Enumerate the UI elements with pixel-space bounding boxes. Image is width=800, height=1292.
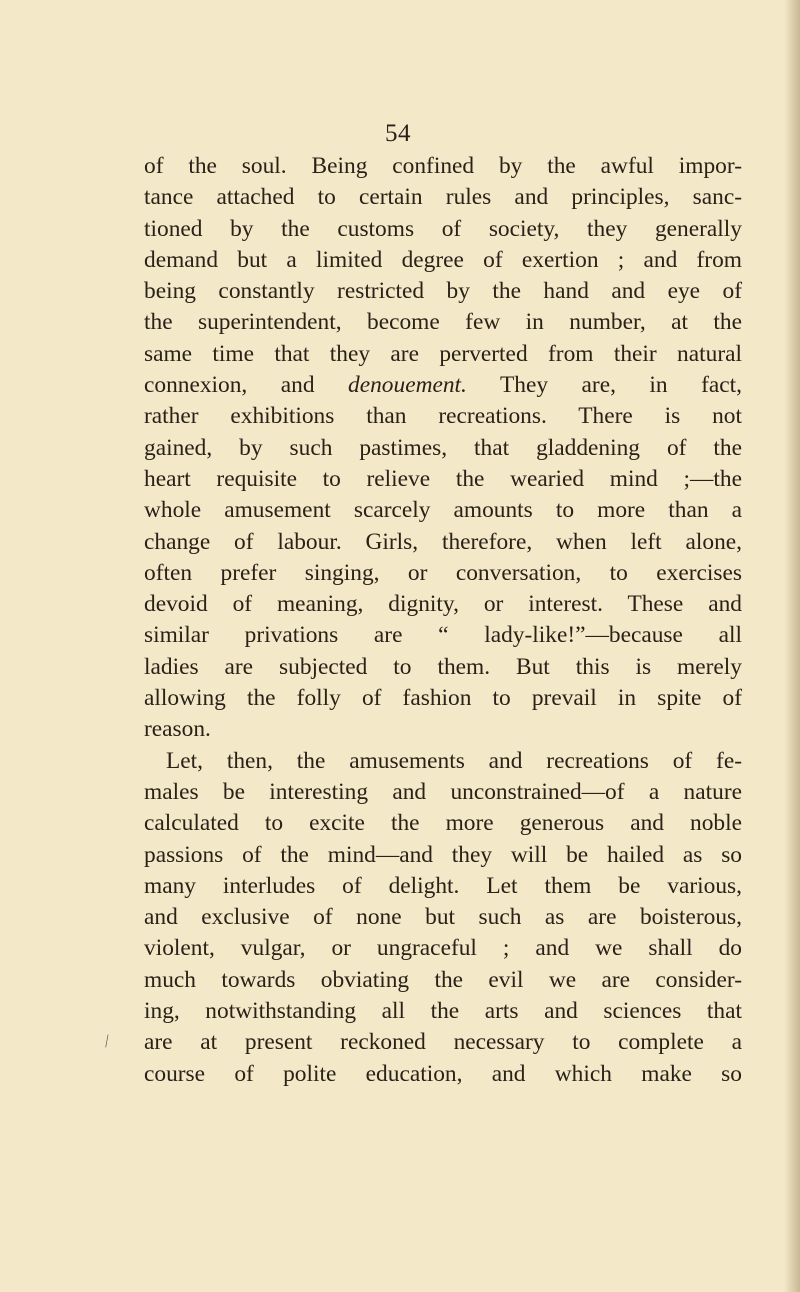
text-line: many interludes of delight. Let them be various, xyxy=(144,872,742,899)
text-line: whole amusement scarcely amounts to more than a xyxy=(144,497,742,524)
text-line: similar privations are “ lady-like!”—because all xyxy=(144,622,742,649)
text-line: allowing the folly of fashion to prevail in spite of xyxy=(144,685,742,712)
text-line: males be interesting and unconstrained—of a nature xyxy=(144,778,742,805)
text-line: ladies are subjected to them. But this is merely xyxy=(144,653,742,680)
margin-pencil-mark: ⁄ xyxy=(102,1033,112,1050)
body-text xyxy=(144,151,742,1090)
line-text-pre: connexion, and xyxy=(144,372,349,399)
text-line: passions of the mind—and they will be hailed as so xyxy=(144,841,742,868)
line-text-post: They are, in fact, xyxy=(466,372,742,399)
text-line: reason. xyxy=(144,716,211,743)
text-line: much towards obviating the evil we are consider- xyxy=(144,966,742,993)
text-line: gained, by such pastimes, that gladdening of the xyxy=(144,434,742,461)
text-line: rather exhibitions than recreations. There is not xyxy=(144,403,742,430)
text-line: violent, vulgar, or ungraceful ; and we shall do xyxy=(144,935,742,962)
paragraph-2 xyxy=(144,746,742,1090)
italic-word-denouement: denouement. xyxy=(348,372,467,399)
text-line: often prefer singing, or conversation, to exercises xyxy=(144,559,742,586)
text-line: of the soul. Being confined by the awful impor- xyxy=(144,153,742,179)
text-line: demand but a limited degree of exertion ; and from xyxy=(144,246,742,273)
text-line: tioned by the customs of society, they generally xyxy=(144,215,742,242)
text-line: being constantly restricted by the hand and eye of xyxy=(144,278,742,305)
text-line: heart requisite to relieve the wearied mind ;—the xyxy=(144,465,742,492)
text-line: same time that they are perverted from their natural xyxy=(144,340,742,367)
text-line: Let, then, the amusements and recreations of fe- xyxy=(166,747,742,774)
text-line: ing, notwithstanding all the arts and sciences that xyxy=(144,998,742,1025)
text-line: change of labour. Girls, therefore, when left alone, xyxy=(144,528,742,555)
text-line-with-italic xyxy=(144,370,742,401)
text-line: and exclusive of none but such as are boisterous, xyxy=(144,904,742,931)
text-line: the superintendent, become few in number, at the xyxy=(144,309,742,336)
paragraph-1 xyxy=(144,151,742,746)
text-line: calculated to excite the more generous and noble xyxy=(144,810,742,837)
page-edge-shadow xyxy=(784,0,800,1292)
text-line: course of polite education, and which make so xyxy=(144,1060,742,1087)
page-number: 54 xyxy=(385,120,411,147)
text-line: are at present reckoned necessary to complete a xyxy=(144,1029,742,1056)
text-line: tance attached to certain rules and principles, sanc- xyxy=(144,184,742,211)
text-line: devoid of meaning, dignity, or interest. These and xyxy=(144,591,742,618)
